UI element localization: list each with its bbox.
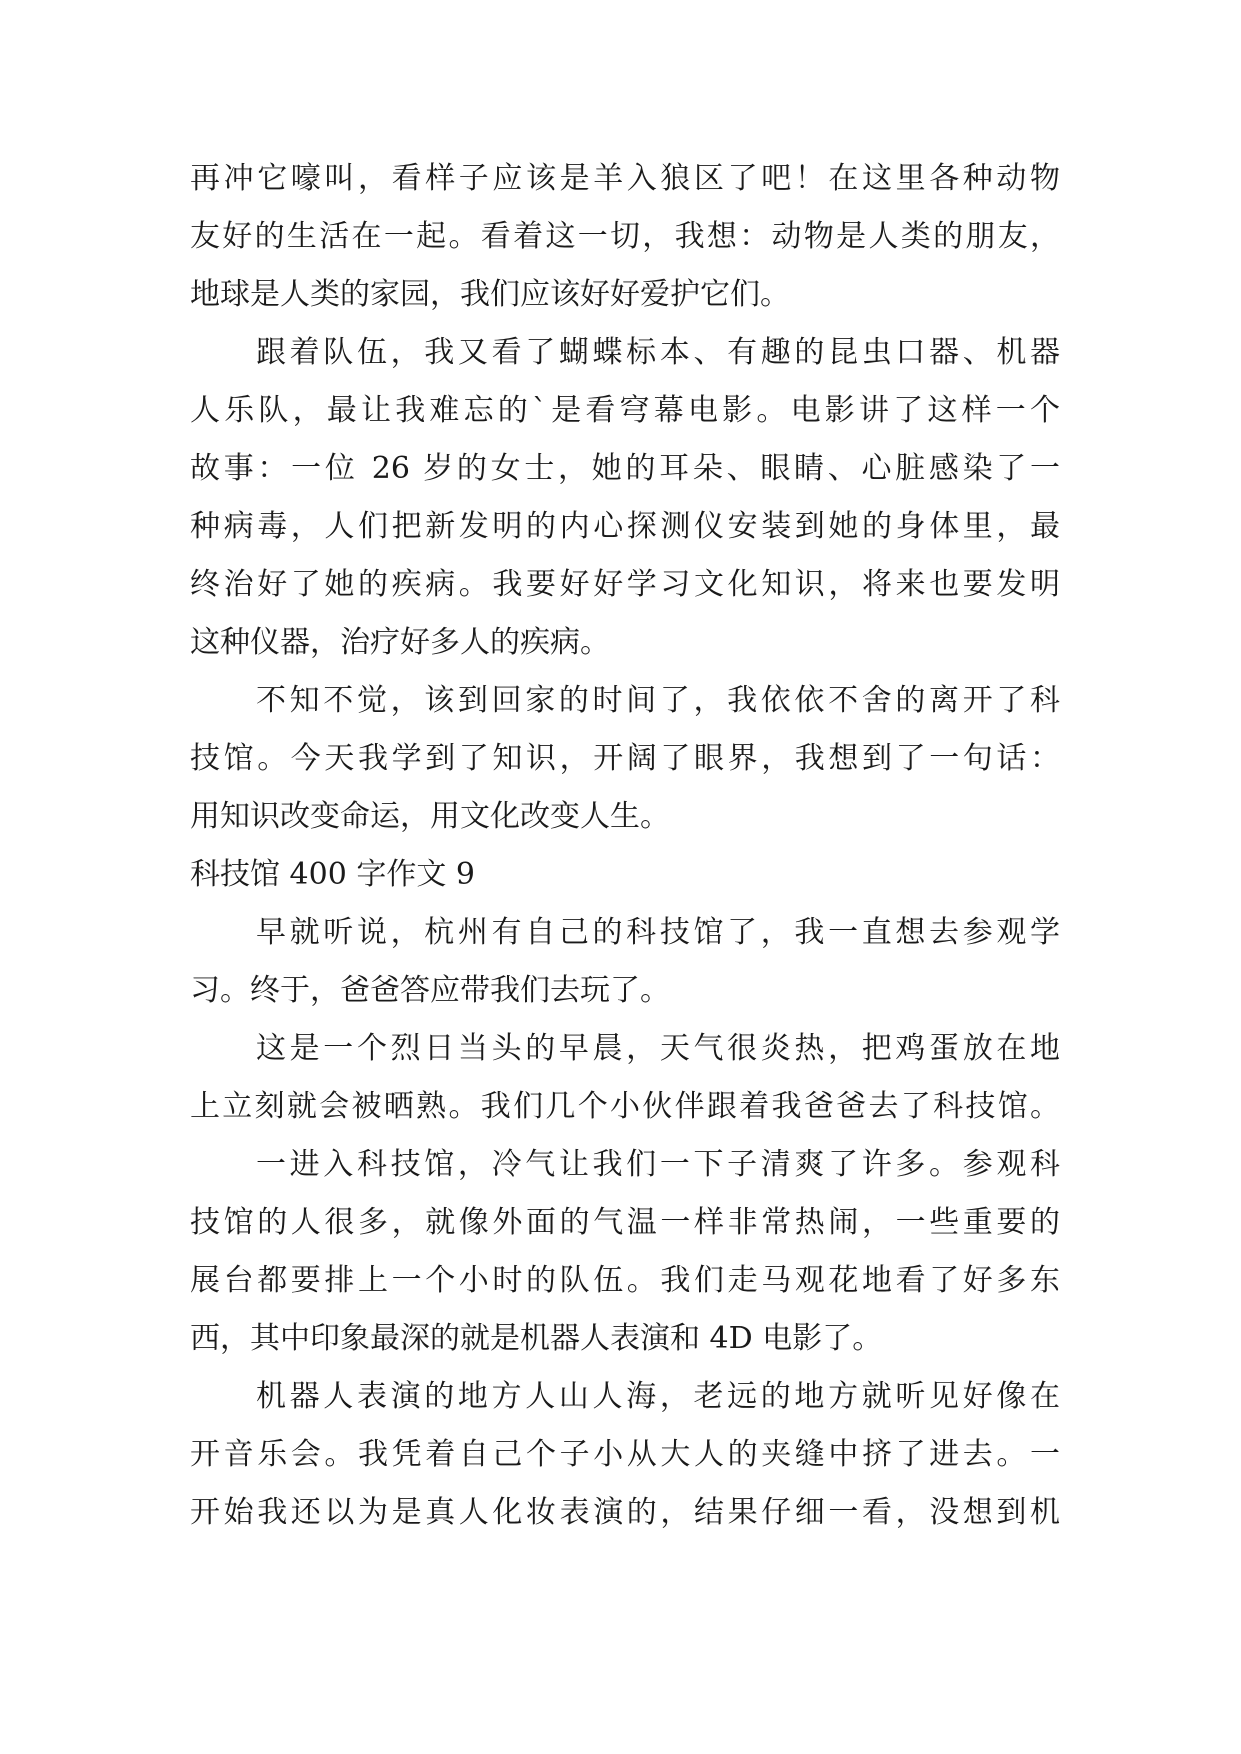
text-line: 这是一个烈日当头的早晨，天气很炎热，把鸡蛋放在地 — [256, 1031, 1060, 1066]
text-line: 终治好了她的疾病。我要好好学习文化知识，将来也要发明 — [190, 567, 1060, 602]
text-line: 开音乐会。我凭着自己个子小从大人的夹缝中挤了进去。一 — [190, 1437, 1060, 1472]
paragraph-1 — [190, 150, 1060, 324]
text-line: 机器人表演的地方人山人海，老远的地方就听见好像在 — [256, 1379, 1060, 1414]
paragraph-6 — [190, 1136, 1060, 1368]
essay-title: 科技馆 400 字作文 9 — [190, 857, 475, 892]
text-line: 早就听说，杭州有自己的科技馆了，我一直想去参观学 — [256, 915, 1060, 950]
text-line: 开始我还以为是真人化妆表演的，结果仔细一看，没想到机 — [190, 1495, 1060, 1530]
text-line: 习。终于，爸爸答应带我们去玩了。 — [190, 973, 670, 1008]
text-line: 用知识改变命运，用文化改变人生。 — [190, 799, 670, 834]
text-line: 再冲它嚎叫，看样子应该是羊入狼区了吧！在这里各种动物 — [190, 161, 1060, 196]
text-line: 不知不觉，该到回家的时间了，我依依不舍的离开了科 — [256, 683, 1060, 718]
text-line: 跟着队伍，我又看了蝴蝶标本、有趣的昆虫口器、机器 — [256, 335, 1060, 370]
text-line: 这种仪器，治疗好多人的疾病。 — [190, 625, 610, 660]
text-line: 人乐队，最让我难忘的`是看穹幕电影。电影讲了这样一个 — [190, 393, 1060, 428]
document-page — [190, 150, 1060, 1542]
text-line: 技馆。今天我学到了知识，开阔了眼界，我想到了一句话： — [190, 741, 1060, 776]
text-line: 上立刻就会被晒熟。我们几个小伙伴跟着我爸爸去了科技馆。 — [190, 1089, 1060, 1124]
paragraph-4 — [190, 904, 1060, 1020]
text-line: 故事：一位 26 岁的女士，她的耳朵、眼睛、心脏感染了一 — [190, 451, 1060, 486]
paragraph-3 — [190, 672, 1060, 846]
text-line: 地球是人类的家园，我们应该好好爱护它们。 — [190, 277, 790, 312]
text-line: 一进入科技馆，冷气让我们一下子清爽了许多。参观科 — [256, 1147, 1060, 1182]
text-line: 友好的生活在一起。看着这一切，我想：动物是人类的朋友， — [190, 219, 1060, 254]
text-line: 西，其中印象最深的就是机器人表演和 4D 电影了。 — [190, 1321, 883, 1356]
text-line: 种病毒，人们把新发明的内心探测仪安装到她的身体里，最 — [190, 509, 1060, 544]
paragraph-2 — [190, 324, 1060, 672]
text-line: 展台都要排上一个小时的队伍。我们走马观花地看了好多东 — [190, 1263, 1060, 1298]
text-line: 技馆的人很多，就像外面的气温一样非常热闹，一些重要的 — [190, 1205, 1060, 1240]
paragraph-5 — [190, 1020, 1060, 1136]
paragraph-7 — [190, 1368, 1060, 1542]
